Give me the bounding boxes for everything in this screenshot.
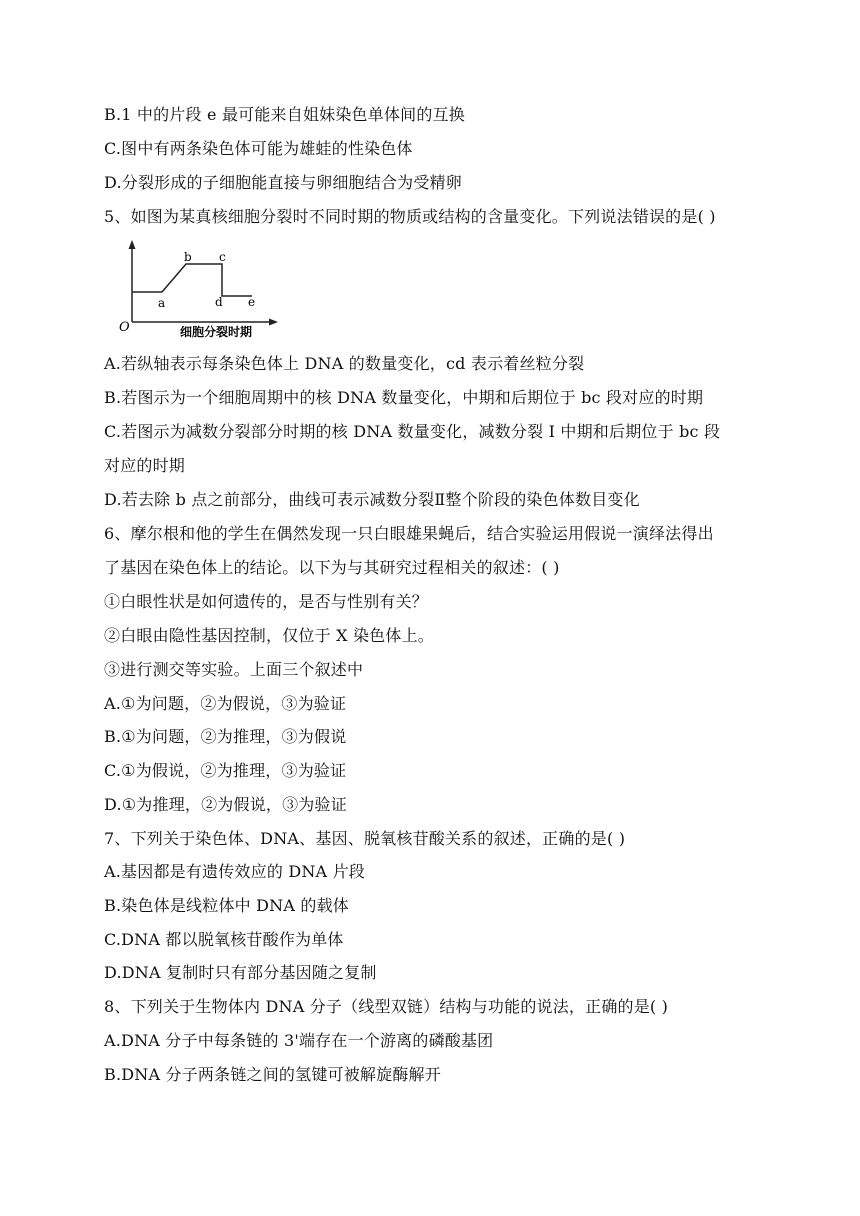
q5-option-c-cont: 对应的时期 [104,456,186,475]
q5-option-d: D.若去除 b 点之前部分，曲线可表示减数分裂Ⅱ整个阶段的染色体数目变化 [104,490,640,509]
q4-option-d: D.分裂形成的子细胞能直接与卵细胞结合为受精卵 [104,173,462,192]
q6-statement-2: ②白眼由隐性基因控制，仅位于 X 染色体上。 [104,626,434,645]
content-curve [132,264,252,296]
q7-option-c: C.DNA 都以脱氧核苷酸作为单体 [104,930,344,949]
cell-division-graph [112,236,282,344]
q5-option-a: A.若纵轴表示每条染色体上 DNA 的数量变化，cd 表示着丝粒分裂 [104,354,585,373]
q7-option-d: D.DNA 复制时只有部分基因随之复制 [104,963,377,982]
q6-stem: 6、摩尔根和他的学生在偶然发现一只白眼雄果蝇后，结合实验运用假说一演绎法得出 [104,524,714,543]
q5-stem: 5、如图为某真核细胞分裂时不同时期的物质或结构的含量变化。下列说法错误的是( ) [104,207,716,226]
point-label-b: b [184,250,192,264]
q4-option-c: C.图中有两条染色体可能为雄蛙的性染色体 [104,139,413,158]
q6-option-b: B.①为问题，②为推理，③为假说 [104,727,347,746]
q5-option-b: B.若图示为一个细胞周期中的核 DNA 数量变化，中期和后期位于 bc 段对应的时期 [104,388,704,407]
q6-option-d: D.①为推理，②为假说，③为验证 [104,795,347,814]
point-label-a: a [158,296,166,310]
y-axis-arrow [129,240,136,249]
q6-option-a: A.①为问题，②为假说，③为验证 [104,694,347,713]
q7-option-a: A.基因都是有遗传效应的 DNA 片段 [104,862,365,881]
point-label-e: e [248,295,256,309]
x-axis-label: 细胞分裂时期 [180,325,253,339]
point-label-d: d [215,295,223,309]
q6-statement-1: ①白眼性状是如何遗传的，是否与性别有关？ [104,592,429,611]
x-axis-arrow [269,319,278,326]
q6-option-c: C.①为假说，②为推理，③为验证 [104,761,347,780]
q7-option-b: B.染色体是线粒体中 DNA 的载体 [104,896,349,915]
q4-option-b: B.1 中的片段 e 最可能来自姐妹染色单体间的互换 [104,105,465,124]
origin-label: O [119,320,130,335]
q8-option-b: B.DNA 分子两条链之间的氢键可被解旋酶解开 [104,1065,441,1084]
q7-stem: 7、下列关于染色体、DNA、基因、脱氧核苷酸关系的叙述，正确的是( ) [104,829,626,848]
point-label-c: c [219,250,226,264]
q6-stem-cont: 了基因在染色体上的结论。以下为与其研究过程相关的叙述：( ) [104,558,560,577]
q6-statement-3: ③进行测交等实验。上面三个叙述中 [104,660,364,679]
q5-option-c: C.若图示为减数分裂部分时期的核 DNA 数量变化，减数分裂 I 中期和后期位于 bc 段 [104,422,721,441]
q8-stem: 8、下列关于生物体内 DNA 分子（线型双链）结构与功能的说法，正确的是( ) [104,997,669,1016]
q8-option-a: A.DNA 分子中每条链的 3'端存在一个游离的磷酸基团 [104,1031,494,1050]
